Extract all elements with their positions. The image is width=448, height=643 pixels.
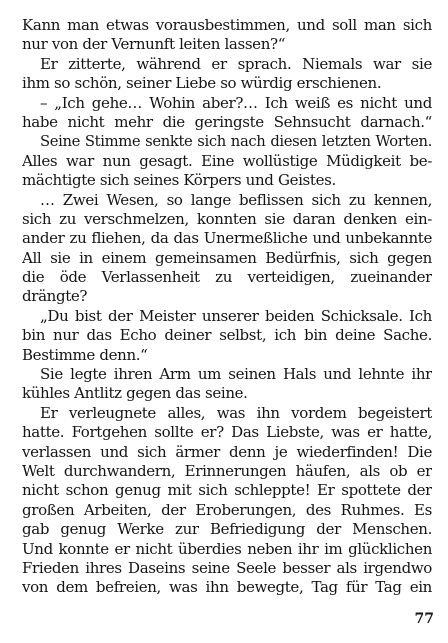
text-line: nicht schon genug mit sich schleppte! Er spottete der: [22, 481, 432, 500]
text-line: verlassen und sich ärmer denn je wiederfinden! Die: [22, 442, 432, 461]
text-line: gab genug Werke zur Befriedigung der Menschen.: [22, 520, 432, 539]
text-line: großen Arbeiten, der Eroberungen, des Ruhmes. Es: [22, 500, 432, 519]
text-line: drängte?: [22, 287, 88, 306]
text-line: bin nur das Echo deiner selbst, ich bin deine Sache.: [22, 326, 432, 345]
text-line: habe nicht mehr die geringste Sehnsucht darnach.“: [22, 112, 432, 131]
text-line: Sie legte ihren Arm um seinen Hals und lehnte ihr: [40, 365, 432, 384]
text-line: Welt durchwandern, Erinnerungen häufen, als ob er: [22, 461, 432, 480]
body-text: [22, 16, 432, 598]
text-line: Frieden ihres Daseins seine Seele besser als irgendwo: [22, 558, 432, 577]
text-line: … Zwei Wesen, so lange beflissen sich zu kennen,: [40, 190, 432, 209]
text-line: Kann man etwas vorausbestimmen, und soll man sich: [22, 16, 432, 34]
text-line: Und konnte er nicht überdies neben ihr im glücklichen: [22, 539, 432, 558]
text-line: kühles Antlitz gegen das seine.: [22, 384, 248, 403]
text-line: ihm so schön, seiner Liebe so würdig erschienen.: [22, 74, 382, 93]
text-line: von dem befreien, was ihn bewegte, Tag für Tag ein: [22, 578, 432, 597]
text-line: All sie in einem gemeinsamen Bedürfnis, sich gegen: [22, 248, 432, 267]
text-line: nur von der Vernunft leiten lassen?“: [22, 35, 286, 54]
text-line: mächtigte sich seines Körpers und Geistes.: [22, 171, 336, 190]
text-line: „Du bist der Meister unserer beiden Schicksale. Ich: [40, 306, 432, 325]
text-line: Alles war nun gesagt. Eine wollüstige Müdigkeit be-: [22, 151, 432, 170]
text-line: – „Ich gehe… Wohin aber?… Ich weiß es nicht und: [40, 93, 432, 112]
text-line: Er zitterte, während er sprach. Niemals war sie: [40, 54, 432, 73]
text-line: ander zu fliehen, da das Unermeßliche und unbekannte: [22, 229, 432, 248]
text-line: die öde Verlassenheit zu verteidigen, zueinander: [22, 268, 432, 287]
page-number: 77: [414, 611, 434, 627]
text-line: sich zu verschmelzen, konnten sie daran denken ein-: [22, 209, 432, 228]
text-line: Seine Stimme senkte sich nach diesen letzten Worten.: [40, 133, 432, 151]
text-line: hatte. Fortgehen sollte er? Das Liebste, was er hatte,: [22, 423, 432, 442]
text-line: Er verleugnete alles, was ihn vordem begeistert: [40, 403, 432, 422]
text-line: Bestimme denn.“: [22, 345, 148, 364]
